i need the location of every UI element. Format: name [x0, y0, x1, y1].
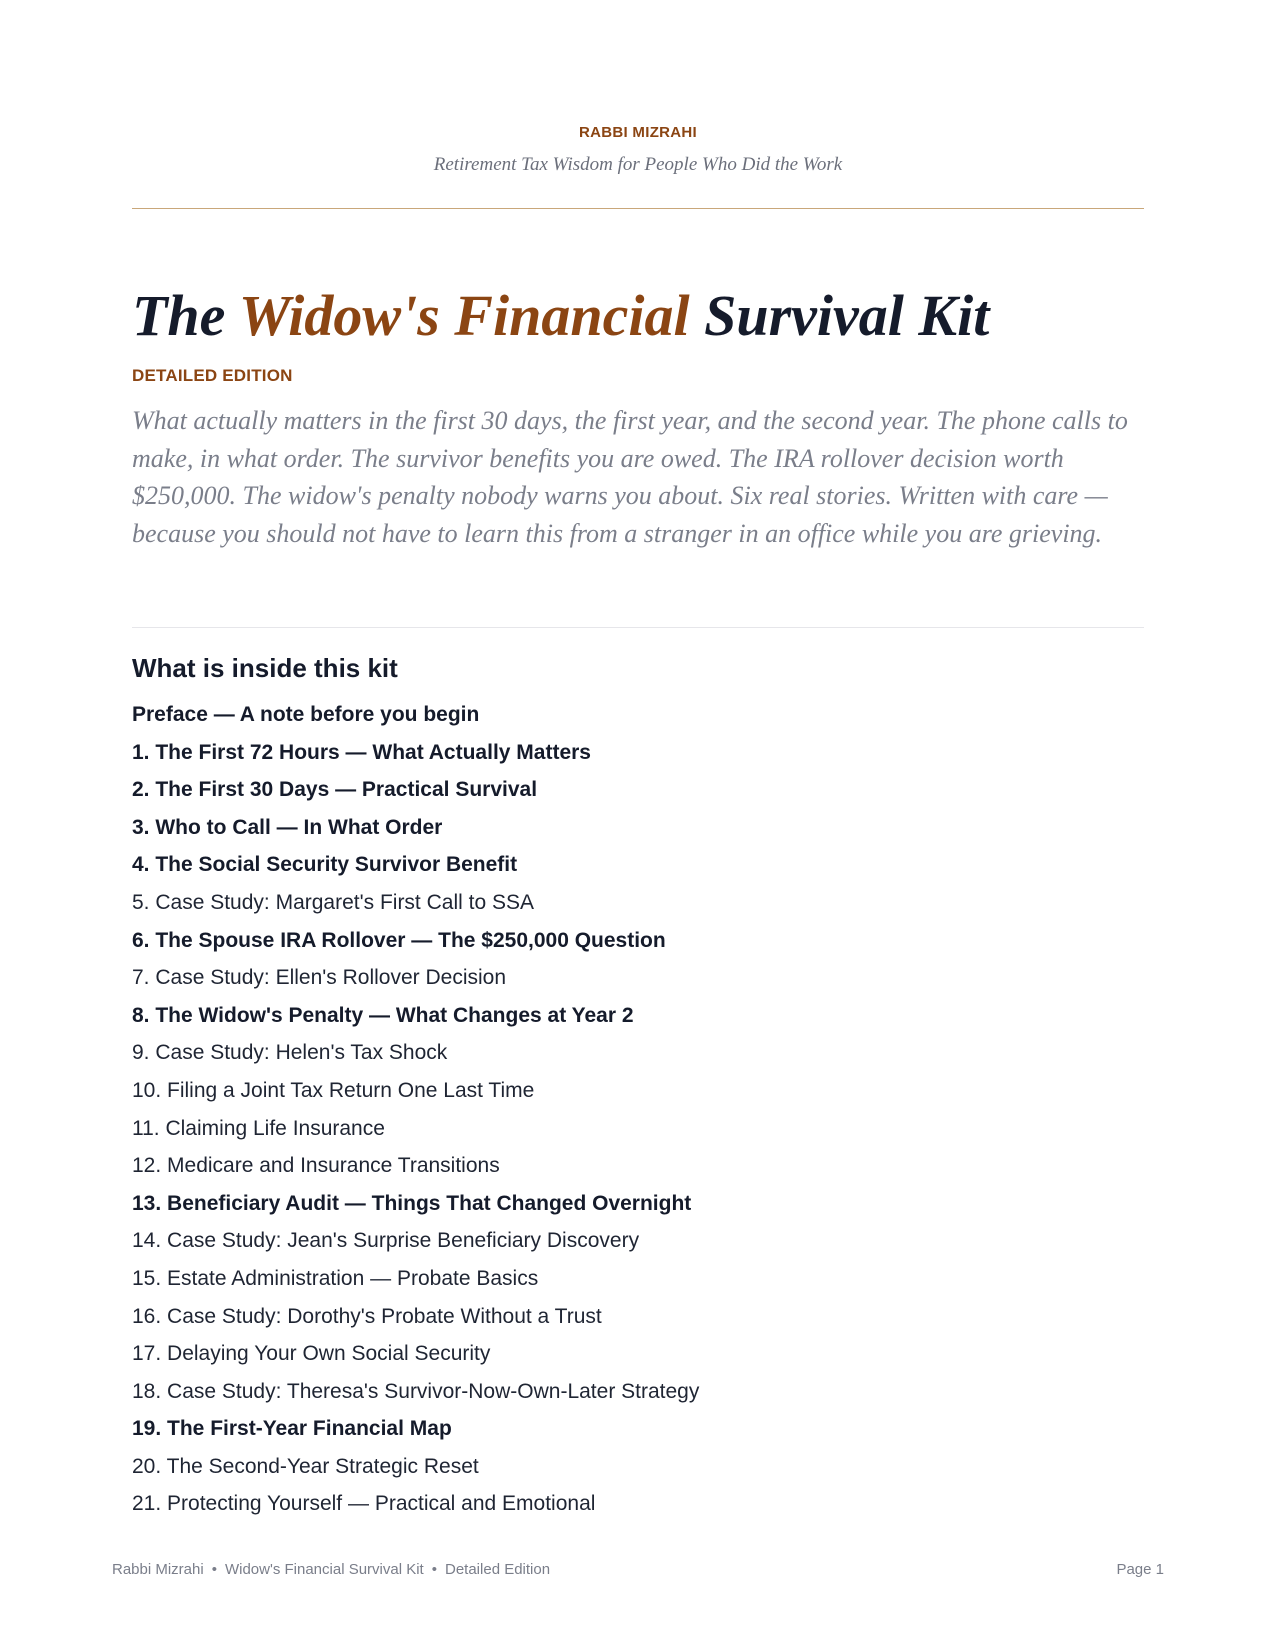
footer-edition: Detailed Edition: [445, 1561, 551, 1578]
page-number: Page 1: [1116, 1561, 1164, 1578]
toc-item: 4. The Social Security Survivor Benefit: [132, 853, 518, 877]
brand-name: RABBI MIZRAHI: [578, 124, 698, 141]
intro-paragraph: What actually matters in the first 30 days, the first year, and the second year. The phone calls to make, in what order. The survivor benefits you are owed. The IRA rollover decision worth $250,000. The widow's penalty nobody warns you about. Six real stories. Written with care — because you should not have to learn this from a stranger in an office while you are grieving.: [132, 406, 1128, 548]
toc-item: Preface — A note before you begin: [132, 703, 480, 726]
toc-item: 14. Case Study: Jean's Surprise Beneficiary Discovery: [132, 1229, 640, 1253]
toc-item: 15. Estate Administration — Probate Basics: [132, 1266, 539, 1290]
brand-tagline: Retirement Tax Wisdom for People Who Did the Work: [433, 154, 843, 175]
toc-item: 21. Protecting Yourself — Practical and Emotional: [132, 1492, 596, 1516]
table-of-contents: [132, 696, 699, 1523]
toc-item: 16. Case Study: Dorothy's Probate Without a Trust: [132, 1304, 602, 1328]
toc-item: 19. The First-Year Financial Map: [132, 1417, 452, 1441]
header-divider: [132, 208, 1144, 209]
title-part-2: Survival Kit: [689, 283, 990, 348]
toc-item: 3. Who to Call — In What Order: [132, 815, 443, 839]
toc-item: 6. The Spouse IRA Rollover — The $250,000 Question: [132, 928, 666, 952]
section-divider: [132, 627, 1144, 628]
toc-item: 8. The Widow's Penalty — What Changes at Year 2: [132, 1003, 634, 1027]
footer-author: Rabbi Mizrahi: [112, 1561, 204, 1578]
footer-separator: •: [211, 1561, 217, 1578]
toc-item: 12. Medicare and Insurance Transitions: [132, 1154, 500, 1178]
toc-item: 20. The Second-Year Strategic Reset: [132, 1454, 479, 1478]
toc-item: 2. The First 30 Days — Practical Survival: [132, 778, 538, 802]
toc-item: 7. Case Study: Ellen's Rollover Decision: [132, 966, 507, 990]
toc-item: 5. Case Study: Margaret's First Call to SSA: [132, 890, 534, 914]
toc-item: 11. Claiming Life Insurance: [132, 1116, 385, 1140]
toc-item: 13. Beneficiary Audit — Things That Changed Overnight: [132, 1191, 692, 1215]
edition-label: DETAILED EDITION: [132, 366, 293, 385]
toc-item: 9. Case Study: Helen's Tax Shock: [132, 1041, 448, 1065]
footer-info: [112, 1561, 550, 1579]
document-title: [132, 282, 989, 350]
toc-item: 10. Filing a Joint Tax Return One Last Time: [132, 1078, 535, 1102]
toc-item: 17. Delaying Your Own Social Security: [132, 1342, 491, 1366]
footer-separator: •: [431, 1561, 437, 1578]
title-accent: Widow's Financial: [238, 283, 690, 348]
title-part-1: The: [132, 283, 239, 348]
toc-item: 18. Case Study: Theresa's Survivor-Now-Own-Later Strategy: [132, 1379, 700, 1403]
toc-heading: What is inside this kit: [132, 653, 398, 683]
page-header: [132, 124, 1144, 176]
footer-doc-title: Widow's Financial Survival Kit: [224, 1561, 424, 1578]
toc-item: 1. The First 72 Hours — What Actually Matters: [132, 740, 591, 764]
